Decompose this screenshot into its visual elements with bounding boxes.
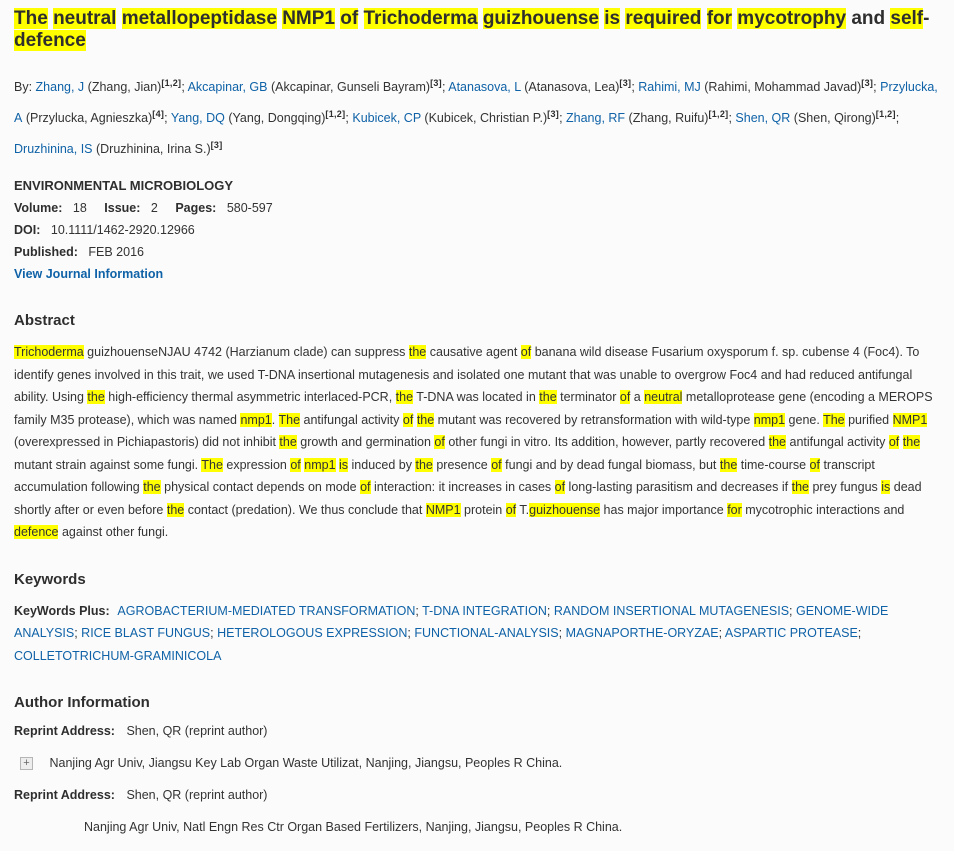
keyword-separator: ; [857,626,862,641]
highlighted-term: The [201,457,223,472]
highlighted-term: NMP1 [892,412,928,427]
text-segment [116,8,121,29]
highlighted-term: of [554,480,566,495]
highlighted-term: of [619,390,631,405]
text-segment: interaction: it increases in cases [370,480,555,495]
keyword-link[interactable]: COLLETOTRICHUM-GRAMINICOLA [14,648,222,663]
reprint-address-label: Reprint Address: [14,724,115,739]
text-segment: protein [460,502,506,517]
highlighted-term: NMP1 [282,8,335,29]
highlighted-term: mycotrophy [737,8,847,29]
text-segment: (overexpressed in Pichiapastoris) did not inhibit [14,435,280,450]
highlighted-term: for [727,502,742,517]
text-segment: growth and germination [296,435,435,450]
highlighted-term: NMP1 [425,502,461,517]
doi-label: DOI: [14,223,41,238]
author-link[interactable]: Zhang, J [35,80,85,95]
author-fullname: (Druzhinina, Irina S.) [92,142,211,157]
abstract-heading: Abstract [14,312,75,330]
keyword-separator: ; [558,626,566,641]
text-segment: mycotrophic interactions and [741,502,905,517]
highlighted-term: the [279,435,297,450]
affiliation-superscript: [1,2] [708,109,729,120]
author-link[interactable]: Przylucka, A [14,80,938,126]
highlighted-term: guizhouense [482,8,599,29]
highlighted-term: for [706,8,733,29]
text-segment: time-course [737,457,810,472]
text-segment: causative agent [426,345,521,360]
affiliation-superscript: [3] [430,78,442,88]
keyword-link[interactable]: GENOME-WIDE ANALYSIS [14,603,889,641]
highlighted-term: The [823,412,845,427]
author-link[interactable]: Yang, DQ [170,111,225,126]
text-segment: high-efficiency thermal asymmetric interlaced-PCR, [104,390,396,405]
highlighted-term: of [434,435,445,450]
keyword-link[interactable]: AGROBACTERIUM-MEDIATED TRANSFORMATION [117,603,416,618]
highlighted-term: nmp1 [240,412,272,427]
keyword-separator: ; [546,603,554,618]
issue-label: Issue: [104,201,141,216]
journal-info [14,175,940,285]
text-segment: T. [516,502,530,517]
highlighted-term: required [625,8,702,29]
author-list [14,80,938,156]
text-segment: a [630,390,645,405]
text-segment: mutant was recovered by retransformation with wild-type [434,412,754,427]
reprint-address-value: Shen, QR (reprint author) [126,788,268,803]
text-segment: . [271,412,279,427]
byline-label: By: [14,80,33,95]
highlighted-term: Trichoderma [14,345,84,360]
author-fullname: (Atanasova, Lea) [520,80,620,95]
keywords-plus-label: KeyWords Plus: [14,603,110,618]
highlighted-term: the [539,390,557,405]
keyword-link[interactable]: FUNCTIONAL-ANALYSIS [414,626,559,641]
author-link[interactable]: Zhang, RF [566,111,626,126]
highlighted-term: is [339,457,349,472]
highlighted-term: defence [14,525,59,540]
text-segment: purified [844,412,893,427]
keyword-separator: ; [789,603,796,618]
published-value: FEB 2016 [88,245,144,260]
highlighted-term: the [415,457,433,472]
affiliation-superscript: [1,2] [325,109,346,120]
highlighted-term: the [791,480,809,495]
author-information-heading: Author Information [14,694,150,712]
keyword-link[interactable]: RANDOM INSERTIONAL MUTAGENESIS [553,603,790,618]
author-link[interactable]: Shen, QR [735,111,791,126]
highlighted-term: neutral [644,390,683,405]
journal-name: ENVIRONMENTAL MICROBIOLOGY [14,178,234,194]
highlighted-term: is [881,480,891,495]
text-segment: has major importance [600,502,728,517]
keyword-separator: ; [74,626,82,641]
text-segment: prey fungus [808,480,882,495]
highlighted-term: metallopeptidase [121,8,277,29]
keyword-separator: ; [718,626,725,641]
keyword-link[interactable]: T-DNA INTEGRATION [422,603,547,618]
volume-issue-pages-row [14,197,940,219]
keywords-heading: Keywords [14,570,86,588]
published-label: Published: [14,245,78,260]
address-row-2 [14,819,940,836]
text-segment: - [923,8,930,29]
highlighted-term: nmp1 [304,457,336,472]
text-segment: terminator [556,390,620,405]
keyword-separator: ; [415,603,423,618]
author-link[interactable]: Akcapinar, GB [187,80,268,95]
author-link[interactable]: Atanasova, L [448,80,521,95]
author-separator: ; [441,80,449,95]
view-journal-information-link[interactable]: View Journal Information [14,267,164,282]
volume-value: 18 [72,201,87,216]
highlighted-term: the [768,435,787,450]
highlighted-term: defence [14,30,86,51]
author-separator: ; [164,111,171,126]
text-segment [701,8,706,29]
author-separator: ; [181,80,188,95]
affiliation-superscript: [3] [619,78,632,88]
author-separator: ; [345,111,353,126]
reprint-address-label: Reprint Address: [14,788,115,803]
text-segment: and [846,8,891,29]
text-segment [358,8,363,29]
text-segment: transcript accumulation following [14,457,875,495]
text-segment: physical contact depends on mode [160,480,361,495]
highlighted-term: neutral [53,8,117,29]
text-segment: dead shortly after or even before [14,480,922,517]
keyword-link[interactable]: ASPARTIC PROTEASE [724,626,858,641]
address-text: Nanjing Agr Univ, Jiangsu Key Lab Organ Waste Utilizat, Nanjing, Jiangsu, Peoples R China. [49,756,563,771]
author-fullname: (Shen, Qirong) [790,111,876,126]
author-separator: ; [895,111,900,126]
author-fullname: (Kubicek, Christian P.) [420,111,548,126]
expand-address-button[interactable]: + [20,757,33,770]
highlighted-term: self [890,8,924,29]
highlighted-term: the [143,480,161,495]
author-fullname: (Rahimi, Mohammad Javad) [700,80,862,95]
keywords-list [14,604,888,663]
highlighted-term: the [719,457,738,472]
highlighted-term: the [902,435,921,450]
text-segment: metalloprotease gene (encoding a MEROPS family M35 protease), which was named [14,390,933,427]
highlighted-term: The [278,412,301,427]
highlighted-term: of [809,457,820,472]
keyword-link[interactable]: HETEROLOGOUS EXPRESSION [217,626,408,641]
highlighted-term: the [416,412,435,427]
highlighted-term: Trichoderma [363,8,478,29]
article-title [14,8,940,52]
text-segment: gene. [785,412,824,427]
highlighted-term: of [491,457,502,472]
highlighted-term: nmp1 [753,412,786,427]
keyword-link[interactable]: RICE BLAST FUNGUS [81,626,211,641]
affiliation-superscript: [1,2] [875,109,896,120]
abstract-text [14,341,940,544]
affiliation-superscript: [3] [547,109,560,120]
text-segment: T-DNA was located in [413,390,540,405]
issue-value: 2 [150,201,158,216]
author-separator: ; [873,80,881,95]
text-segment: induced by [348,457,416,472]
author-separator: ; [631,80,639,95]
author-fullname: (Przylucka, Agnieszka) [22,111,153,126]
text-segment: banana wild disease Fusarium oxysporum f. sp. cubense 4 (Foc4). To identify genes involved in this trait, we used T-DNA insertional mutagenesis and isolated one mutant that was unable to overgrow Foc4 and had reduced antifungal ability. Using [14,345,920,405]
author-separator: ; [559,111,567,126]
highlighted-term: of [520,345,532,360]
author-fullname: (Zhang, Jian) [84,80,162,95]
keyword-separator: ; [407,626,415,641]
affiliation-superscript: [3] [210,140,223,151]
address-row-1 [20,755,940,772]
pages-value: 580-597 [226,201,273,216]
highlighted-term: of [888,435,900,450]
highlighted-term: of [290,457,301,472]
text-segment: guizhouenseNJAU 4742 (Harzianum clade) can suppress [83,345,409,360]
text-segment: antifungal activity [300,412,403,427]
author-link[interactable]: Rahimi, MJ [638,80,701,95]
highlighted-term: is [604,8,621,29]
text-segment: presence [432,457,492,472]
affiliation-superscript: [3] [861,78,874,88]
published-row [14,241,940,263]
affiliation-superscript: [4] [152,109,165,120]
text-segment: long-lasting parasitism and decreases if [565,480,792,495]
affiliation-superscript: [1,2] [161,78,182,88]
author-byline [14,70,940,163]
reprint-address-row-1 [14,723,940,740]
highlighted-term: the [395,390,414,405]
highlighted-term: The [14,8,48,29]
text-segment: against other fungi. [58,525,169,540]
author-fullname: (Akcapinar, Gunseli Bayram) [267,80,431,95]
keyword-separator: ; [210,626,218,641]
reprint-address-value: Shen, QR (reprint author) [126,724,268,739]
doi-row [14,219,940,241]
author-link[interactable]: Kubicek, CP [352,111,421,126]
author-fullname: (Zhang, Ruifu) [625,111,709,126]
text-segment: mutant strain against some fungi. [14,457,202,472]
highlighted-term: of [505,502,517,517]
volume-label: Volume: [14,201,63,216]
doi-value: 10.1111/1462-2920.12966 [50,223,195,238]
text-segment: expression [222,457,291,472]
highlighted-term: the [166,502,185,517]
highlighted-term: the [408,345,427,360]
author-fullname: (Yang, Dongqing) [224,111,326,126]
highlighted-term: of [402,412,414,427]
reprint-address-row-2 [14,787,940,804]
highlighted-term: of [360,480,371,495]
text-segment: fungi and by dead fungal biomass, but [501,457,720,472]
text-segment: contact (predation). We thus conclude that [184,502,426,517]
keyword-link[interactable]: MAGNAPORTHE-ORYZAE [565,626,719,641]
author-separator: ; [728,111,736,126]
highlighted-term: of [340,8,359,29]
text-segment: antifungal activity [786,435,889,450]
highlighted-term: guizhouense [529,502,601,517]
address-text: Nanjing Agr Univ, Natl Engn Res Ctr Organ Based Fertilizers, Nanjing, Jiangsu, Peoples R China. [84,820,623,835]
pages-label: Pages: [175,201,217,216]
author-link[interactable]: Druzhinina, IS [14,142,93,157]
text-segment: other fungi in vitro. Its addition, however, partly recovered [444,435,769,450]
keywords-plus [14,600,940,668]
highlighted-term: the [87,390,105,405]
